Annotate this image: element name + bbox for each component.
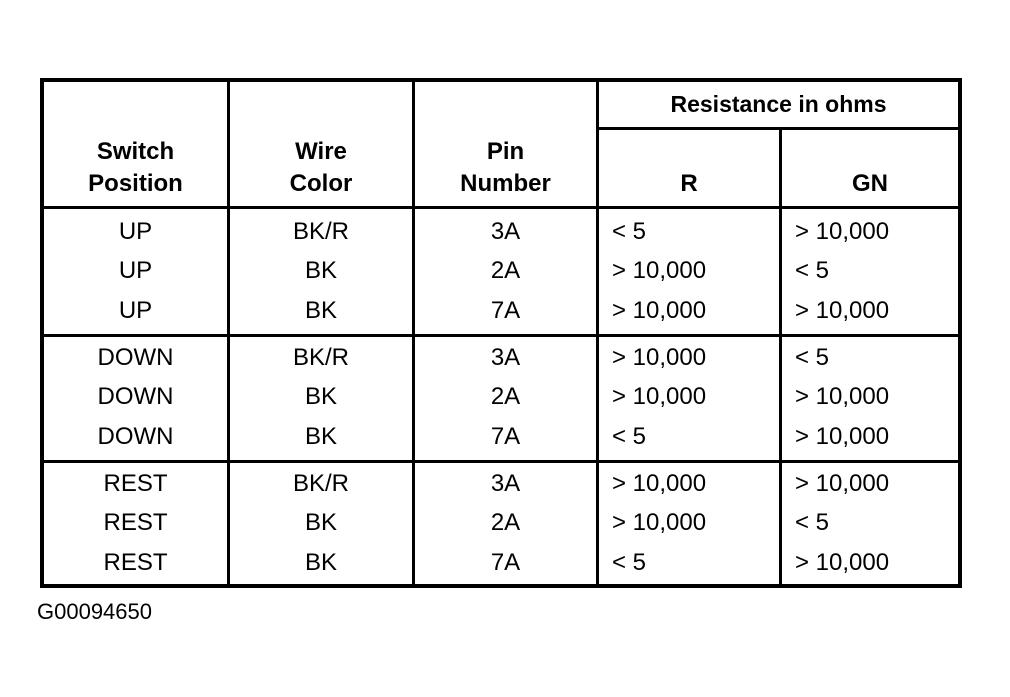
cell-switch-position: DOWN	[97, 344, 174, 371]
cell-wire-color: BK	[304, 549, 337, 576]
header-wire-color-line1: Wire	[295, 138, 347, 165]
header-gn: GN	[852, 170, 888, 197]
cell-pin-number: 2A	[490, 383, 521, 410]
cell-resistance-r: < 5	[612, 423, 647, 450]
header-switch-position	[44, 130, 227, 206]
cell-switch-position: REST	[103, 509, 168, 536]
cell-pin-number: 7A	[490, 549, 521, 576]
cell-resistance-gn: > 10,000	[795, 470, 890, 497]
cell-pin-number: 3A	[490, 470, 521, 497]
cell-resistance-r: > 10,000	[612, 383, 707, 410]
cell-switch-position: UP	[118, 257, 153, 284]
figure-id: G00094650	[37, 599, 152, 624]
cell-resistance-gn: < 5	[795, 509, 830, 536]
cell-switch-position: DOWN	[97, 383, 174, 410]
cell-resistance-r: > 10,000	[612, 257, 707, 284]
cell-switch-position: UP	[118, 297, 153, 324]
resistance-table	[40, 78, 962, 588]
cell-wire-color: BK/R	[292, 470, 349, 497]
cell-pin-number: 2A	[490, 509, 521, 536]
header-r: R	[680, 170, 698, 197]
cell-wire-color: BK	[304, 257, 337, 284]
header-wire-color	[230, 130, 412, 206]
cell-resistance-gn: > 10,000	[795, 297, 890, 324]
cell-resistance-r: > 10,000	[612, 344, 707, 371]
cell-resistance-r: < 5	[612, 549, 647, 576]
cell-pin-number: 7A	[490, 297, 521, 324]
cell-wire-color: BK	[304, 423, 337, 450]
cell-resistance-gn: < 5	[795, 344, 830, 371]
cell-switch-position: DOWN	[97, 423, 174, 450]
group-divider-down-rest	[44, 460, 958, 463]
header-switch-position-line2: Position	[88, 170, 183, 197]
group-divider-up-down	[44, 334, 958, 337]
cell-switch-position: REST	[103, 470, 168, 497]
cell-resistance-gn: > 10,000	[795, 383, 890, 410]
header-pin-number-line1: Pin	[486, 138, 525, 165]
cell-resistance-gn: < 5	[795, 257, 830, 284]
header-bottom-divider	[44, 206, 958, 209]
cell-wire-color: BK	[304, 383, 337, 410]
cell-switch-position: UP	[118, 218, 153, 245]
cell-resistance-gn: > 10,000	[795, 218, 890, 245]
cell-pin-number: 7A	[490, 423, 521, 450]
cell-switch-position: REST	[103, 549, 168, 576]
cell-resistance-gn: > 10,000	[795, 549, 890, 576]
cell-pin-number: 3A	[490, 344, 521, 371]
cell-resistance-r: < 5	[612, 218, 647, 245]
header-wire-color-line2: Color	[289, 170, 353, 197]
cell-resistance-gn: > 10,000	[795, 423, 890, 450]
cell-pin-number: 3A	[490, 218, 521, 245]
header-switch-position-line1: Switch	[96, 138, 175, 165]
header-pin-number	[415, 130, 596, 206]
cell-wire-color: BK/R	[292, 344, 349, 371]
cell-wire-color: BK	[304, 509, 337, 536]
resistance-header-divider	[596, 127, 958, 130]
cell-resistance-r: > 10,000	[612, 509, 707, 536]
cell-resistance-r: > 10,000	[612, 470, 707, 497]
cell-wire-color: BK	[304, 297, 337, 324]
header-pin-number-line2: Number	[460, 170, 551, 197]
header-resistance: Resistance in ohms	[670, 91, 887, 117]
cell-wire-color: BK/R	[292, 218, 349, 245]
cell-pin-number: 2A	[490, 257, 521, 284]
cell-resistance-r: > 10,000	[612, 297, 707, 324]
column-divider	[596, 82, 599, 584]
